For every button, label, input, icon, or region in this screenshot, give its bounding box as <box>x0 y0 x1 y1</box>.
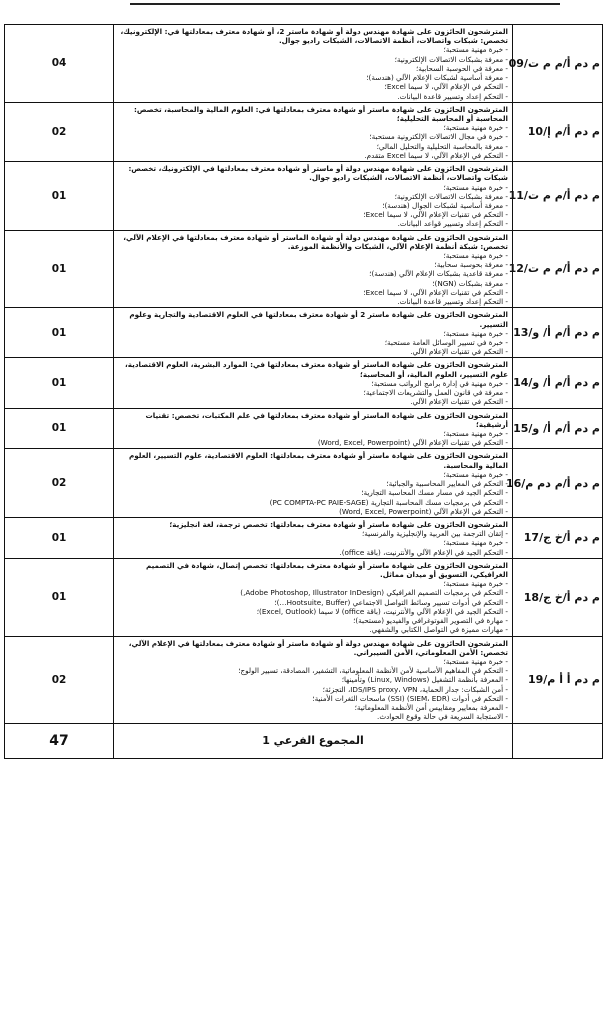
requirement-item: - معرفة أساسية لشبكات الإعلام الآلي (هندسة)؛ <box>366 73 508 83</box>
position-code: م دم أ أ م/19 <box>513 636 603 723</box>
position-count: 02 <box>5 102 114 161</box>
requirement-item: - خبرة مهنية مستحبة؛ <box>443 657 508 666</box>
position-count: 01 <box>5 408 114 449</box>
requirement-item: - خبرة مهنية مستحبة؛ <box>443 182 508 192</box>
position-count: 04 <box>5 25 114 103</box>
requirement-heading: المترشحون الحائزون على شهادة مهندس دولة أو ماستر أو شهادة معترف بمعادلتها في الإلكترونيك، تخصص: شبكات واتصالات، أنظمة الاتصالات، الشبكات راديو جوال. <box>128 164 508 183</box>
requirement-item: - التحكم في المعايير المحاسبية والجبائية؛ <box>386 479 508 489</box>
requirement-item: - خبرة مهنية في إدارة برامج الرواتب مستحبة؛ <box>371 378 508 388</box>
requirement-item: - مهارات مميزة في التواصل الكتابي والشفهي. <box>369 625 508 635</box>
table-row <box>5 162 603 231</box>
requirement-item: - التحكم في أدوات تسيير وسائط التواصل الاجتماعي (Hootsuite, Buffer…)؛ <box>274 597 508 607</box>
table-row <box>5 636 603 723</box>
table-row <box>5 408 603 449</box>
requirement-heading: المترشحون الحائزون على شهادة مهندس دولة أو شهادة ماستر أو شهادة معترف بمعادلتها في الإعلام الآلي، تخصص: الأمن المعلوماتي، الأمن السيبراني. <box>128 638 508 657</box>
position-requirements <box>114 636 513 723</box>
requirement-heading: المترشحون الحائزون على شهادة الماستر أو شهادة معترف بمعادلتها في: الموارد البشرية، العلوم الاقتصادية، علوم التسيير، العلوم المالية، أو المحاسبة؛ <box>125 360 508 379</box>
requirement-item: - التحكم في أدوات (SIEM، EDR) (SSI) ماسحات الثغرات الأمنية؛ <box>312 693 508 703</box>
position-code: م دم أ/م أ/ و/13 <box>513 308 603 358</box>
subtotal-label: المجموع الفرعي 1 <box>114 723 513 758</box>
requirement-item: - المعرفة بأنظمة التشغيل (Linux, Windows) وتأمينها؛ <box>341 675 508 685</box>
requirement-item: - التحكم إعداد وتسيير قاعدة البيانات. <box>397 297 508 307</box>
positions-table <box>4 24 603 759</box>
table-row <box>5 102 603 161</box>
position-requirements <box>114 517 513 558</box>
requirement-heading: المترشحون الحائزون على شهادة ماستر أو شهادة معترف بمعادلتها: تخصص ترجمة، لغة انجليزية؛ <box>169 519 508 529</box>
position-code: م دم أ/م إ/10 <box>513 102 603 161</box>
requirement-item: - التحكم في برمجيات مسك المحاسبة التجارية (PC COMPTA-PC PAIE-SAGE) <box>269 497 508 507</box>
requirement-heading: المترشحون الحائزون على شهادة ماستر أو شهادة معترف بمعادلتها في: العلوم المالية والمحاسبة، تخصص: المحاسبة أو المحاسبة التحليلية؛ <box>134 104 508 123</box>
position-requirements <box>114 408 513 449</box>
table-row <box>5 358 603 408</box>
requirement-item: - معرفة بالمحاسبة التحليلية والتحليل المالي؛ <box>376 141 508 151</box>
requirement-item: - إتقان الترجمة بين العربية والإنجليزية والفرنسية؛ <box>361 529 508 539</box>
position-requirements <box>114 102 513 161</box>
requirement-item: - خبرة مهنية مستحبة؛ <box>443 579 508 589</box>
position-count: 01 <box>5 308 114 358</box>
position-code: م دم أ/م م ت/09 <box>513 25 603 103</box>
position-count: 02 <box>5 449 114 518</box>
table-row <box>5 558 603 636</box>
position-count: 01 <box>5 162 114 231</box>
top-rule <box>130 3 560 5</box>
requirement-item: - الاستجابة السريعة في حالة وقوع الحوادث. <box>377 712 508 722</box>
requirement-item: - خبرة في مجال الاتصالات الإلكترونية مستحبة؛ <box>369 132 508 142</box>
subtotal-count: 47 <box>5 723 114 758</box>
position-count: 01 <box>5 230 114 308</box>
position-requirements <box>114 358 513 408</box>
requirement-item: - التحكم في تقنيات الإعلام الآلي، لا سيما Excel؛ <box>363 287 508 297</box>
requirement-heading: المترشحون الحائزون على شهادة الماستر أو شهادة معترف بمعادلتها في علم المكتبات، تخصص: تقنيات أرشيفية؛ <box>145 410 508 429</box>
requirement-item: - التحكم في تقنيات الإعلام الآلي (Word, Excel, Powerpoint) <box>317 438 508 448</box>
requirement-item: - خبرة مهنية مستحبة؛ <box>443 328 508 338</box>
requirement-item: - معرفة بشبكات الاتصالات الإلكترونية؛ <box>394 54 508 64</box>
position-code: م دم أ/م دم م/16 <box>513 449 603 518</box>
table-row <box>5 230 603 308</box>
position-requirements <box>114 449 513 518</box>
requirement-heading: المترشحون الحائزون على شهادة ماستر 2 أو شهادة معترف بمعادلتها في العلوم الاقتصادية والتجارية وعلوم التسيير. <box>129 310 508 329</box>
requirement-item: - معرفة في الحوسبة السحابية؛ <box>415 63 508 73</box>
requirement-item: - معرفة قاعدية بشبكات الإعلام الآلي (هندسة)؛ <box>369 269 508 279</box>
position-code: م دم أ/م أ/ و/14 <box>513 358 603 408</box>
requirement-item: - التحكم في برمجيات التصميم الغرافيكي (Adobe Photoshop, Illustrator InDesign,) <box>240 588 508 598</box>
requirement-item: - المعرفة بمعايير ومقاييس أمن الأنظمة المعلوماتية؛ <box>354 703 508 713</box>
position-requirements <box>114 308 513 358</box>
requirement-item: - خبرة مهنية مستحبة؛ <box>443 428 508 438</box>
position-requirements <box>114 558 513 636</box>
requirement-heading: المترشحون الحائزون على شهادة ماستر أو شهادة معترف بمعادلتها: تخصص إتصال، شهادة في التصميم الغرافيكي، التسويق أو ميدان مماثل. <box>145 560 508 580</box>
requirement-item: - خبرة مهنية مستحبة؛ <box>443 469 508 479</box>
position-count: 02 <box>5 636 114 723</box>
requirement-item: - معرفة بحوسبة سحابية؛ <box>434 260 508 270</box>
requirement-item: - التحكم في الإعلام الآلي، لا سيما Excel؛ <box>384 82 508 92</box>
requirement-item: - خبرة مهنية مستحبة؛ <box>443 538 508 548</box>
position-code: م دم أ/م أ/ و/15 <box>513 408 603 449</box>
requirement-item: - التحكم الجيد في الإعلام الآلي والأنترنيت، (باقة office). <box>339 547 508 557</box>
requirement-item: - أمن الشبكات: جدار الحماية، IDS/IPS proxy، VPN، التجزئة؛ <box>322 684 508 694</box>
position-requirements <box>114 230 513 308</box>
requirement-item: - خبرة مهنية مستحبة؛ <box>443 251 508 261</box>
requirement-heading: المترشحون الحائزون على شهادة ماستر أو شهادة معترف بمعادلتها: العلوم الاقتصادية، علوم التسيير، العلوم المالية والمحاسبة. <box>128 451 508 470</box>
table-row <box>5 308 603 358</box>
table-row <box>5 517 603 558</box>
position-code: م دم أ/م م ت/12 <box>513 230 603 308</box>
position-code: م دم أ/خ ج/17 <box>513 517 603 558</box>
subtotal-row <box>5 723 603 758</box>
subtotal-empty-cell <box>513 723 603 758</box>
requirement-item: - التحكم في المفاهيم الأساسية لأمن الأنظمة المعلوماتية، التشفير، المصادقة، تسيير الولوج؛ <box>238 666 508 676</box>
requirement-item: - التحكم في تقنيات الإعلام الآلي. <box>410 397 508 407</box>
table-body <box>5 25 603 724</box>
requirement-item: - التحكم الجيد في مسار مسك المحاسبة التجارية؛ <box>361 488 508 498</box>
requirement-item: - التحكم إعداد وتسيير قواعد البيانات. <box>397 219 508 229</box>
requirement-item: - معرفة في قانون العمل والتشريعات الاجتماعية؛ <box>363 388 508 398</box>
requirement-heading: المترشحون الحائزون على شهادة مهندس دولة أو شهادة الماستر أو شهادة معترف بمعادلتها في الإعلام الآلي، تخصص: شبكة أنظمة الإعلام الآلي، الشبكات والأنظمة الموزعة. <box>123 232 508 251</box>
requirement-item: - معرفة أساسية لشبكات الجوال (هندسة)؛ <box>382 200 508 210</box>
requirement-item: - معرفة بشبكات الاتصالات الإلكترونية؛ <box>394 191 508 201</box>
position-count: 01 <box>5 517 114 558</box>
requirement-item: - التحكم في الإعلام الآلي (Word, Excel, Powerpoint) <box>339 506 508 516</box>
position-code: م دم أ/خ ج/18 <box>513 558 603 636</box>
position-requirements <box>114 25 513 103</box>
requirement-item: - خبرة في تسيير الوسائل العامة مستحبة؛ <box>384 338 508 347</box>
requirement-item: - التحكم إعداد وتسيير قاعدة البيانات. <box>397 91 508 101</box>
table-row <box>5 449 603 518</box>
requirement-item: - التحكم في الإعلام الآلي، لا سيما Excel متقدم. <box>364 150 508 160</box>
requirement-item: - مهارة في التصوير الفوتوغرافي والفيديو (مستحبة)؛ <box>353 616 508 626</box>
requirement-item: - التحكم الجيد في الإعلام الآلي والأنترنيت، (باقة office) لا سيما (Excel, Outlook)؛ <box>256 606 508 616</box>
position-count: 01 <box>5 558 114 636</box>
requirement-item: - التحكم في تقنيات الإعلام الآلي. <box>410 347 508 357</box>
position-code: م دم أ/م م ت/11 <box>513 162 603 231</box>
table-row <box>5 25 603 103</box>
requirement-item: - التحكم في تقنيات الإعلام الآلي، لا سيما Excel؛ <box>363 210 508 220</box>
position-count: 01 <box>5 358 114 408</box>
position-requirements <box>114 162 513 231</box>
requirement-item: - خبرة مهنية مستحبة؛ <box>443 123 508 133</box>
requirement-item: - خبرة مهنية مستحبة؛ <box>443 45 508 55</box>
requirement-heading: المترشحون الحائزون على شهادة مهندس دولة أو شهادة ماستر 2، أو شهادة معترف بمعادلتها في: الإلكترونيك، تخصص: شبكات واتصالات، أنظمة الاتصالات، الشبكات راديو جوال. <box>120 27 508 46</box>
requirement-item: - معرفة بشبكات (NGN)؛ <box>432 278 508 288</box>
